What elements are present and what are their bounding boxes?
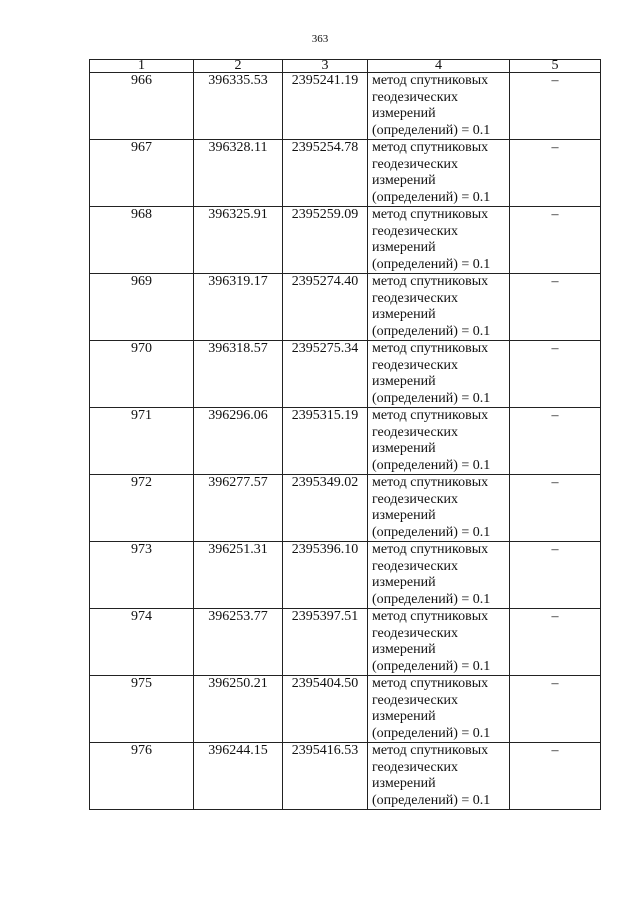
table-row [90, 140, 601, 207]
table-row [90, 207, 601, 274]
y-coordinate-cell: 2395259.09 [283, 207, 368, 274]
note-cell: – [510, 743, 601, 810]
y-coordinate-cell: 2395241.19 [283, 73, 368, 140]
x-coordinate-cell: 396253.77 [194, 609, 283, 676]
note-cell: – [510, 207, 601, 274]
point-number-cell: 971 [90, 408, 194, 475]
x-coordinate-cell: 396335.53 [194, 73, 283, 140]
column-header-4: 4 [368, 60, 510, 73]
table-row [90, 408, 601, 475]
x-coordinate-cell: 396277.57 [194, 475, 283, 542]
note-cell: – [510, 609, 601, 676]
note-cell: – [510, 408, 601, 475]
column-header-2: 2 [194, 60, 283, 73]
point-number-cell: 976 [90, 743, 194, 810]
note-cell: – [510, 341, 601, 408]
y-coordinate-cell: 2395397.51 [283, 609, 368, 676]
point-number-cell: 972 [90, 475, 194, 542]
method-cell: метод спутниковых геодезических измерений (определений) = 0.1 [368, 542, 510, 609]
y-coordinate-cell: 2395275.34 [283, 341, 368, 408]
table-row [90, 676, 601, 743]
method-cell: метод спутниковых геодезических измерений (определений) = 0.1 [368, 207, 510, 274]
table-row [90, 542, 601, 609]
table-header-row [90, 60, 601, 73]
method-cell: метод спутниковых геодезических измерений (определений) = 0.1 [368, 676, 510, 743]
point-number-cell: 973 [90, 542, 194, 609]
note-cell: – [510, 73, 601, 140]
table-row [90, 609, 601, 676]
method-cell: метод спутниковых геодезических измерений (определений) = 0.1 [368, 475, 510, 542]
y-coordinate-cell: 2395254.78 [283, 140, 368, 207]
method-cell: метод спутниковых геодезических измерений (определений) = 0.1 [368, 73, 510, 140]
point-number-cell: 966 [90, 73, 194, 140]
x-coordinate-cell: 396318.57 [194, 341, 283, 408]
x-coordinate-cell: 396319.17 [194, 274, 283, 341]
y-coordinate-cell: 2395404.50 [283, 676, 368, 743]
y-coordinate-cell: 2395315.19 [283, 408, 368, 475]
note-cell: – [510, 274, 601, 341]
column-header-1: 1 [90, 60, 194, 73]
note-cell: – [510, 140, 601, 207]
note-cell: – [510, 475, 601, 542]
point-number-cell: 975 [90, 676, 194, 743]
point-number-cell: 967 [90, 140, 194, 207]
column-header-5: 5 [510, 60, 601, 73]
x-coordinate-cell: 396325.91 [194, 207, 283, 274]
method-cell: метод спутниковых геодезических измерений (определений) = 0.1 [368, 408, 510, 475]
table-row [90, 274, 601, 341]
y-coordinate-cell: 2395396.10 [283, 542, 368, 609]
table-row [90, 73, 601, 140]
y-coordinate-cell: 2395416.53 [283, 743, 368, 810]
point-number-cell: 974 [90, 609, 194, 676]
point-number-cell: 969 [90, 274, 194, 341]
x-coordinate-cell: 396250.21 [194, 676, 283, 743]
x-coordinate-cell: 396328.11 [194, 140, 283, 207]
page-number: 363 [311, 33, 329, 45]
table-row [90, 743, 601, 810]
x-coordinate-cell: 396251.31 [194, 542, 283, 609]
coordinates-table [89, 59, 601, 810]
table-row [90, 341, 601, 408]
point-number-cell: 970 [90, 341, 194, 408]
point-number-cell: 968 [90, 207, 194, 274]
method-cell: метод спутниковых геодезических измерений (определений) = 0.1 [368, 274, 510, 341]
note-cell: – [510, 542, 601, 609]
y-coordinate-cell: 2395349.02 [283, 475, 368, 542]
column-header-3: 3 [283, 60, 368, 73]
method-cell: метод спутниковых геодезических измерений (определений) = 0.1 [368, 609, 510, 676]
method-cell: метод спутниковых геодезических измерений (определений) = 0.1 [368, 743, 510, 810]
y-coordinate-cell: 2395274.40 [283, 274, 368, 341]
note-cell: – [510, 676, 601, 743]
x-coordinate-cell: 396296.06 [194, 408, 283, 475]
table-row [90, 475, 601, 542]
method-cell: метод спутниковых геодезических измерений (определений) = 0.1 [368, 140, 510, 207]
method-cell: метод спутниковых геодезических измерений (определений) = 0.1 [368, 341, 510, 408]
x-coordinate-cell: 396244.15 [194, 743, 283, 810]
